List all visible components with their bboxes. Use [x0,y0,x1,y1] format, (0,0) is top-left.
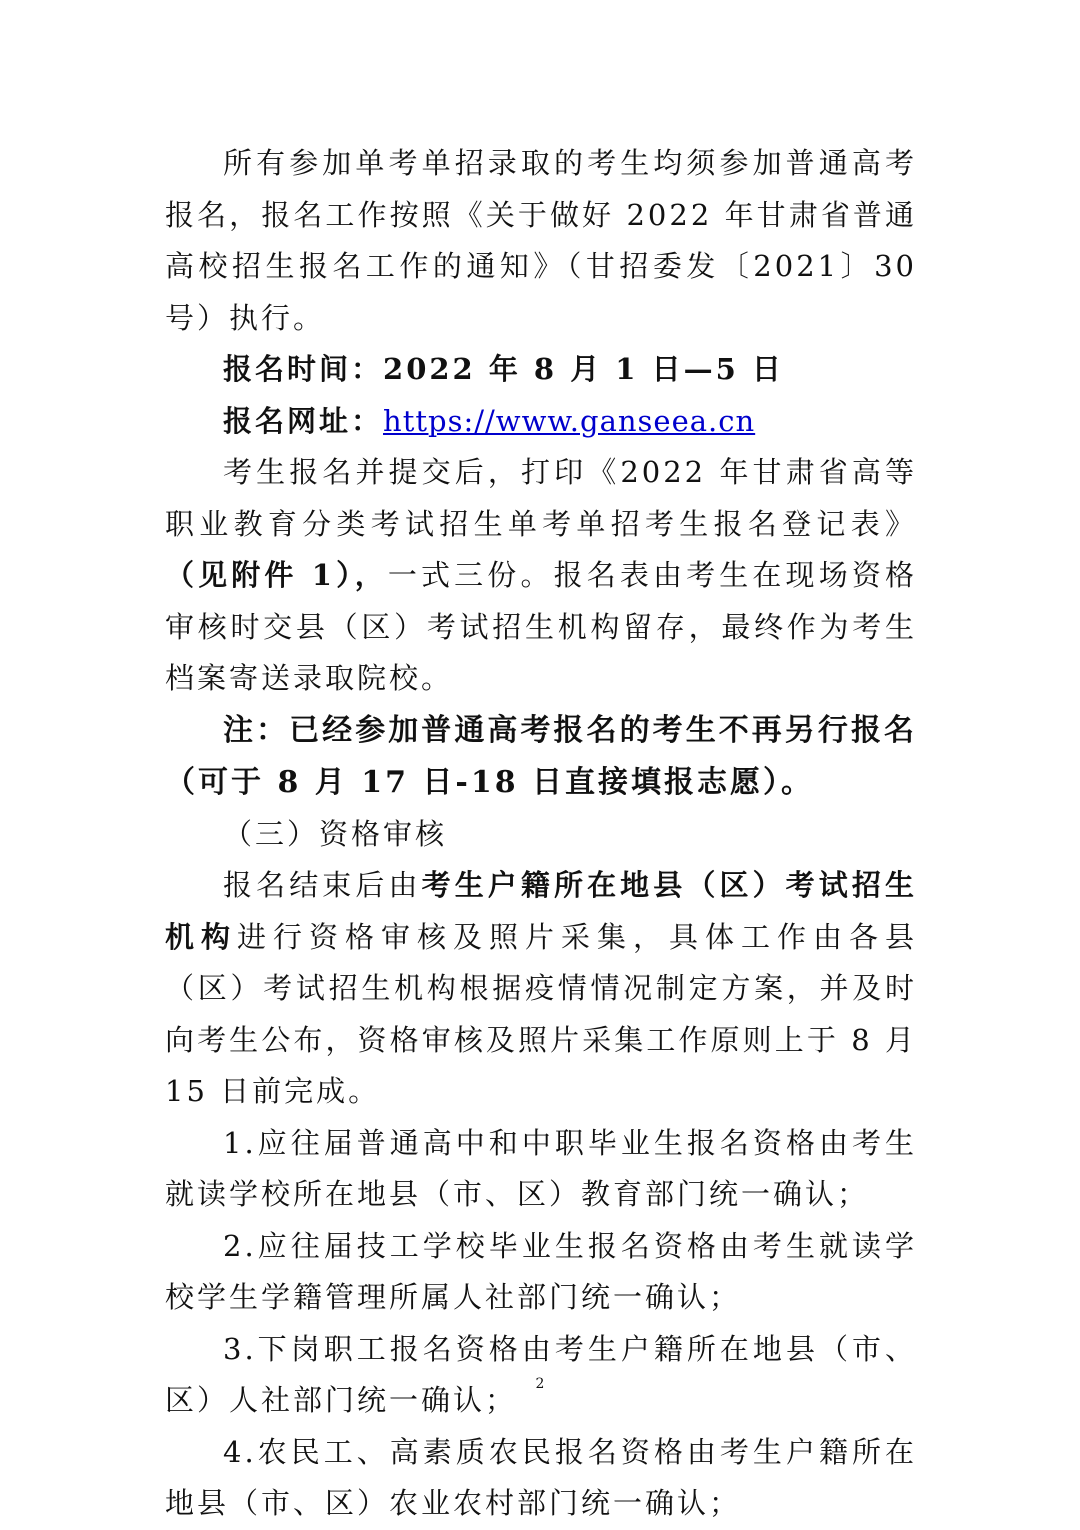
review-text-start: 报名结束后由 [223,868,422,902]
list-item-2: 2.应往届技工学校毕业生报名资格由考生就读学校学生学籍管理所属人社部门统一确认； [165,1228,917,1314]
list-item-4: 4.农民工、高素质农民报名资格由考生户籍所在地县（市、区）农业农村部门统一确认； [165,1434,917,1520]
attachment-reference: （见附件 1）， [165,558,388,592]
registration-time [165,344,917,396]
registration-note: 注：已经参加普通高考报名的考生不再另行报名（可于 8 月 17 日-18 日直接填报志愿）。 [165,712,917,800]
page-number: 2 [535,1376,545,1392]
registration-time-label: 报名时间： [223,352,384,386]
review-authority: 考生户籍所在地县（区）考试招生机构 [165,868,917,954]
paragraph-print-form [165,447,917,705]
registration-url [165,396,917,448]
paragraph-registration-intro: 所有参加单考单招录取的考生均须参加普通高考报名，报名工作按照《关于做好 2022 年甘肃省普通高校招生报名工作的通知》（甘招委发〔2021〕30 号）执行。 [165,146,917,335]
print-form-text-rest: 一式三份。报名表由考生在现场资格审核时交县（区）考试招生机构留存，最终作为考生档案寄送录取院校。 [165,558,917,695]
paragraph-qualification-review [165,860,917,1118]
section-heading-qualification: （三）资格审核 [223,816,448,851]
review-text-rest: 进行资格审核及照片采集，具体工作由各县（区）考试招生机构根据疫情情况制定方案，并及时向考生公布，资格审核及照片采集工作原则上于 8 月 15 日前完成。 [165,919,917,1108]
list-item-3: 3.下岗职工报名资格由考生户籍所在地县（市、区）人社部门统一确认； [165,1331,917,1417]
print-form-text: 考生报名并提交后，打印《2022 年甘肃省高等职业教育分类考试招生单考单招考生报名登记表》 [165,455,917,541]
document-body [165,138,917,1530]
registration-url-label: 报名网址： [223,403,384,438]
registration-url-link[interactable]: https://www.ganseea.cn [383,403,756,438]
registration-time-value: 2022 年 8 月 1 日—5 日 [383,352,784,386]
list-item-1: 1.应往届普通高中和中职毕业生报名资格由考生就读学校所在地县（市、区）教育部门统一确认； [165,1125,917,1211]
